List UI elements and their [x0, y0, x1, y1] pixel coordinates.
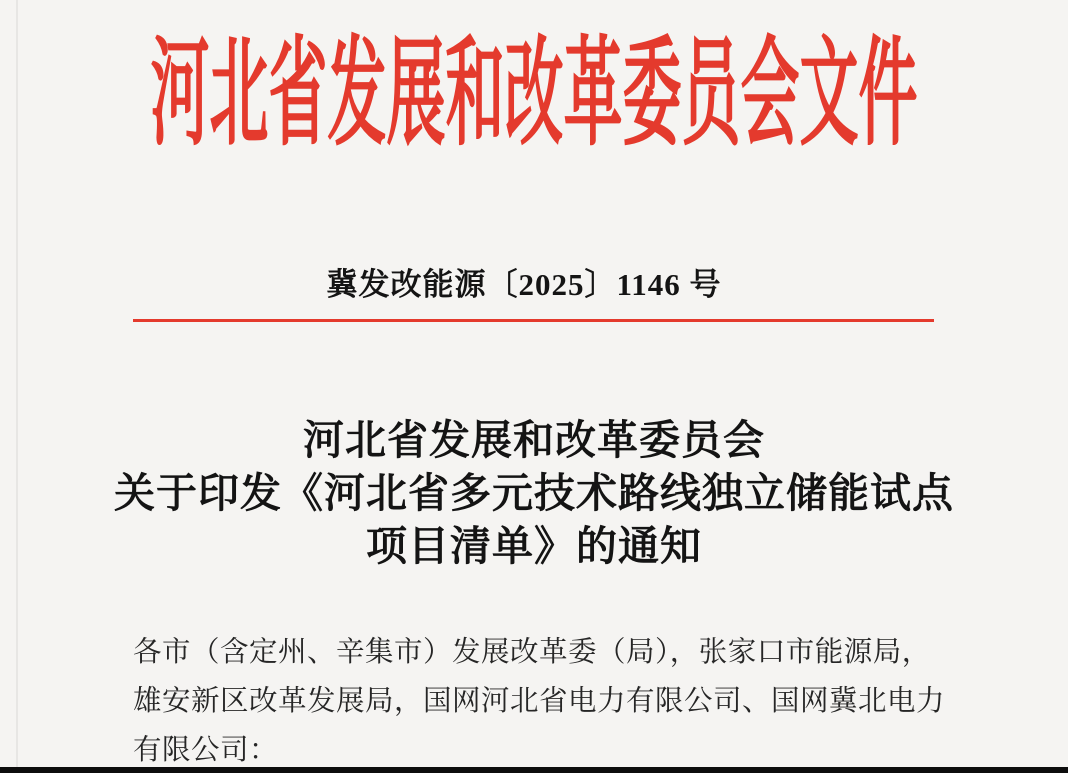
document-title-line-3: 项目清单》的通知 [366, 523, 702, 569]
body-salutation-line-2: 雄安新区改革发展局，国网河北省电力有限公司、国网冀北电力 [133, 686, 946, 717]
letterhead-banner: 河北省发展和改革委员会文件 [150, 28, 918, 160]
document-number: 冀发改能源〔2025〕1146 号 [326, 267, 722, 302]
document-body [133, 628, 945, 773]
document-title [0, 414, 1068, 573]
body-salutation-line-3: 有限公司： [133, 735, 279, 766]
scan-bottom-edge [0, 767, 1068, 773]
body-salutation-line-1: 各市（含定州、辛集市）发展改革委（局），张家口市能源局， [133, 637, 931, 668]
document-title-line-2: 关于印发《河北省多元技术路线独立储能试点 [114, 470, 954, 516]
letterhead-divider-rule [133, 319, 934, 322]
document-title-line-1: 河北省发展和改革委员会 [303, 417, 765, 463]
